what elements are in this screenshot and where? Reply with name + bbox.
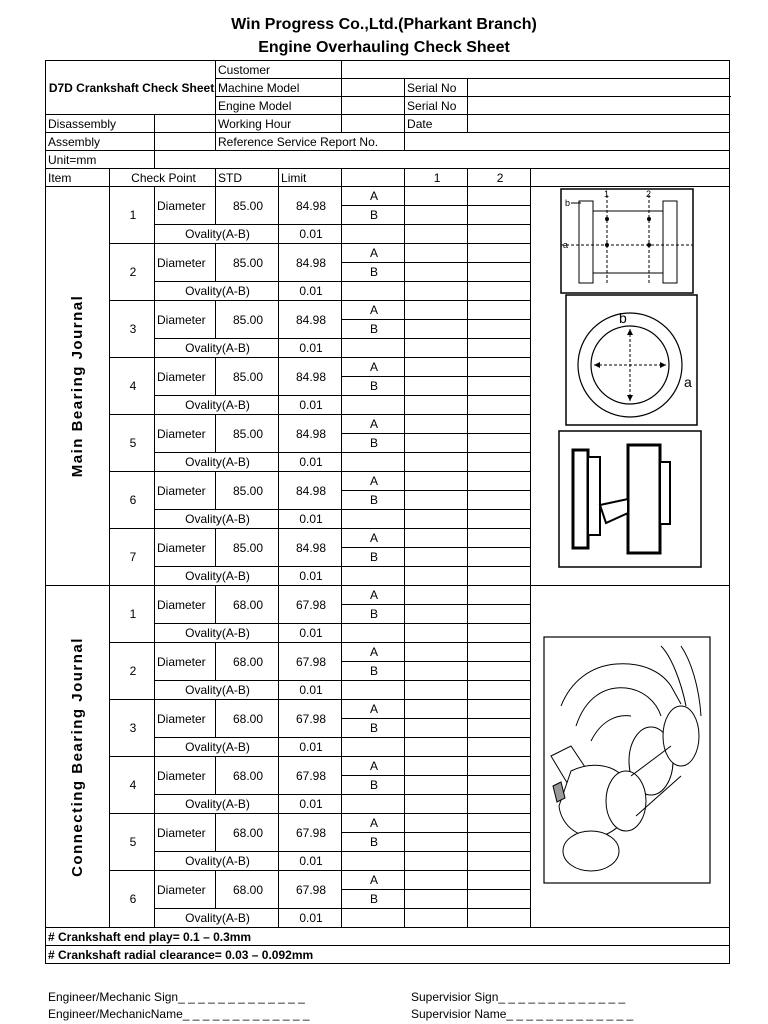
ovality-label: Ovality(A-B): [155, 681, 279, 700]
ovality-2-field[interactable]: [468, 852, 531, 871]
diameter-label: Diameter: [155, 415, 216, 453]
conn-section-title: Connecting Bearing Journal: [68, 636, 86, 877]
ovality-limit-value: 0.01: [279, 567, 342, 586]
main-journal-number: 5: [110, 415, 155, 472]
ovality-blank: [342, 339, 405, 358]
std-value: 68.00: [216, 871, 279, 909]
limit-value: 84.98: [279, 529, 342, 567]
serial-no-field-1[interactable]: [468, 79, 730, 97]
engineer-name: Engineer/MechanicName_ _ _ _ _ _ _ _ _ _ _ _ _: [48, 1007, 310, 1021]
engine-model-label: Engine Model: [216, 97, 342, 115]
point-b-label: B: [342, 377, 405, 396]
measure-1-a-field[interactable]: [405, 358, 468, 377]
main-journal-number: 2: [110, 244, 155, 301]
conn-journal-number: 1: [110, 586, 155, 643]
measure-1-a-field[interactable]: [405, 586, 468, 605]
serial-no-label-2: Serial No: [405, 97, 468, 115]
assembly-label: Assembly: [46, 133, 155, 151]
ovality-limit-value: 0.01: [279, 396, 342, 415]
ovality-label: Ovality(A-B): [155, 396, 279, 415]
ovality-1-field[interactable]: [405, 510, 468, 529]
point-a-label: A: [342, 643, 405, 662]
measure-1-b-field[interactable]: [405, 491, 468, 510]
measure-2-a-field[interactable]: [468, 529, 531, 548]
measure-1-b-field[interactable]: [405, 548, 468, 567]
std-value: 68.00: [216, 586, 279, 624]
measure-1-a-field[interactable]: [405, 301, 468, 320]
ovality-2-field[interactable]: [468, 396, 531, 415]
point-b-label: B: [342, 719, 405, 738]
ovality-blank: [342, 225, 405, 244]
measure-1-b-field[interactable]: [405, 833, 468, 852]
ovality-blank: [342, 909, 405, 928]
col-measure-1: 1: [405, 169, 468, 187]
ovality-limit-value: 0.01: [279, 225, 342, 244]
point-b-label: B: [342, 320, 405, 339]
measure-2-a-field[interactable]: [468, 472, 531, 491]
measure-2-b-field[interactable]: [468, 719, 531, 738]
ovality-blank: [342, 852, 405, 871]
measure-2-b-field[interactable]: [468, 605, 531, 624]
point-b-label: B: [342, 833, 405, 852]
company-title: Win Progress Co.,Ltd.(Pharkant Branch): [231, 16, 537, 33]
main-section-label: [46, 187, 110, 586]
unit-row-blank: [155, 151, 730, 169]
std-value: 68.00: [216, 643, 279, 681]
ovality-limit-value: 0.01: [279, 624, 342, 643]
customer-label: Customer: [216, 61, 342, 79]
measure-2-a-field[interactable]: [468, 643, 531, 662]
std-value: 85.00: [216, 187, 279, 225]
ovality-label: Ovality(A-B): [155, 852, 279, 871]
measure-2-b-field[interactable]: [468, 377, 531, 396]
measure-1-a-field[interactable]: [405, 643, 468, 662]
journal-measurement-diagram: [531, 187, 730, 577]
diameter-label: Diameter: [155, 757, 216, 795]
point-b-label: B: [342, 491, 405, 510]
ovality-1-field[interactable]: [405, 852, 468, 871]
ovality-2-field[interactable]: [468, 909, 531, 928]
point-a-label: A: [342, 757, 405, 776]
std-value: 85.00: [216, 529, 279, 567]
ovality-label: Ovality(A-B): [155, 510, 279, 529]
main-journal-number: 4: [110, 358, 155, 415]
limit-value: 84.98: [279, 187, 342, 225]
measure-2-b-field[interactable]: [468, 434, 531, 453]
point-a-label: A: [342, 814, 405, 833]
ovality-limit-value: 0.01: [279, 282, 342, 301]
ovality-2-field[interactable]: [468, 681, 531, 700]
diameter-label: Diameter: [155, 700, 216, 738]
measure-2-b-field[interactable]: [468, 491, 531, 510]
ovality-limit-value: 0.01: [279, 510, 342, 529]
measure-2-a-field[interactable]: [468, 415, 531, 434]
point-a-label: A: [342, 871, 405, 890]
ovality-label: Ovality(A-B): [155, 282, 279, 301]
measure-2-a-field[interactable]: [468, 586, 531, 605]
ovality-label: Ovality(A-B): [155, 567, 279, 586]
diameter-label: Diameter: [155, 244, 216, 282]
ovality-2-field[interactable]: [468, 624, 531, 643]
measure-1-a-field[interactable]: [405, 187, 468, 206]
measure-2-a-field[interactable]: [468, 700, 531, 719]
col-limit: Limit: [279, 169, 342, 187]
main-section-title: Main Bearing Journal: [68, 294, 86, 478]
col-item: Item: [46, 169, 110, 187]
svg-text:a: a: [684, 374, 692, 390]
col-std: STD: [216, 169, 279, 187]
crankshaft-hand-illustration: [531, 586, 730, 921]
ovality-1-field[interactable]: [405, 681, 468, 700]
ovality-label: Ovality(A-B): [155, 909, 279, 928]
supervisor-name: Supervisior Name_ _ _ _ _ _ _ _ _ _ _ _ _: [411, 1007, 634, 1021]
measure-1-a-field[interactable]: [405, 529, 468, 548]
disassembly-label: Disassembly: [46, 115, 155, 133]
ovality-label: Ovality(A-B): [155, 738, 279, 757]
measure-1-b-field[interactable]: [405, 263, 468, 282]
ovality-blank: [342, 738, 405, 757]
ovality-blank: [342, 681, 405, 700]
point-a-label: A: [342, 187, 405, 206]
ovality-1-field[interactable]: [405, 396, 468, 415]
unit-label: Unit=mm: [46, 151, 155, 169]
main-journal-row: [46, 187, 730, 206]
limit-value: 67.98: [279, 871, 342, 909]
point-a-label: A: [342, 700, 405, 719]
point-a-label: A: [342, 244, 405, 263]
measure-1-b-field[interactable]: [405, 605, 468, 624]
conn-journal-number: 5: [110, 814, 155, 871]
measure-2-a-field[interactable]: [468, 814, 531, 833]
radial-clearance-note: # Crankshaft radial clearance= 0.03 – 0.092mm: [46, 946, 730, 964]
measure-1-b-field[interactable]: [405, 320, 468, 339]
diameter-label: Diameter: [155, 301, 216, 339]
ovality-1-field[interactable]: [405, 282, 468, 301]
point-b-label: B: [342, 263, 405, 282]
measure-2-b-field[interactable]: [468, 833, 531, 852]
std-value: 85.00: [216, 472, 279, 510]
ovality-label: Ovality(A-B): [155, 225, 279, 244]
conn-section-label: [46, 586, 110, 928]
measure-1-b-field[interactable]: [405, 776, 468, 795]
measure-1-b-field[interactable]: [405, 890, 468, 909]
std-value: 85.00: [216, 301, 279, 339]
engine-model-field[interactable]: [342, 97, 405, 115]
measure-2-a-field[interactable]: [468, 187, 531, 206]
point-b-label: B: [342, 662, 405, 681]
conn-journal-number: 2: [110, 643, 155, 700]
customer-field[interactable]: [342, 61, 730, 79]
svg-text:2: 2: [646, 189, 652, 199]
ovality-1-field[interactable]: [405, 453, 468, 472]
ovality-2-field[interactable]: [468, 510, 531, 529]
limit-value: 67.98: [279, 700, 342, 738]
col-measure-2: 2: [468, 169, 531, 187]
sheet-title: Engine Overhauling Check Sheet: [258, 39, 510, 56]
ovality-1-field[interactable]: [405, 567, 468, 586]
diameter-label: Diameter: [155, 358, 216, 396]
working-hour-label: Working Hour: [216, 115, 342, 133]
disassembly-field[interactable]: [155, 115, 216, 133]
ovality-blank: [342, 453, 405, 472]
conn-journal-number: 3: [110, 700, 155, 757]
ovality-blank: [342, 567, 405, 586]
point-b-label: B: [342, 434, 405, 453]
main-journal-number: 1: [110, 187, 155, 244]
measure-1-b-field[interactable]: [405, 719, 468, 738]
point-b-label: B: [342, 548, 405, 567]
diameter-label: Diameter: [155, 871, 216, 909]
ovality-limit-value: 0.01: [279, 738, 342, 757]
ovality-2-field[interactable]: [468, 795, 531, 814]
engineer-sign: Engineer/Mechanic Sign_ _ _ _ _ _ _ _ _ _ _ _ _: [48, 990, 305, 1004]
measure-2-a-field[interactable]: [468, 244, 531, 263]
limit-value: 84.98: [279, 244, 342, 282]
measure-2-b-field[interactable]: [468, 263, 531, 282]
measure-1-b-field[interactable]: [405, 434, 468, 453]
point-b-label: B: [342, 776, 405, 795]
serial-no-label-1: Serial No: [405, 79, 468, 97]
measure-1-b-field[interactable]: [405, 377, 468, 396]
svg-text:a: a: [563, 240, 569, 250]
reference-report-field[interactable]: [405, 133, 730, 151]
diameter-label: Diameter: [155, 643, 216, 681]
measure-1-a-field[interactable]: [405, 814, 468, 833]
ovality-label: Ovality(A-B): [155, 795, 279, 814]
limit-value: 84.98: [279, 472, 342, 510]
col-blank: [342, 169, 405, 187]
ovality-1-field[interactable]: [405, 624, 468, 643]
measure-2-b-field[interactable]: [468, 890, 531, 909]
ovality-2-field[interactable]: [468, 339, 531, 358]
conn-journal-number: 6: [110, 871, 155, 928]
point-a-label: A: [342, 529, 405, 548]
limit-value: 84.98: [279, 415, 342, 453]
ovality-blank: [342, 624, 405, 643]
limit-value: 67.98: [279, 814, 342, 852]
measure-1-a-field[interactable]: [405, 757, 468, 776]
conn-journal-number: 4: [110, 757, 155, 814]
point-a-label: A: [342, 358, 405, 377]
diameter-label: Diameter: [155, 529, 216, 567]
point-b-label: B: [342, 206, 405, 225]
measure-2-b-field[interactable]: [468, 206, 531, 225]
machine-model-field[interactable]: [342, 79, 405, 97]
conn-diagram-cell: [531, 586, 730, 928]
measure-2-b-field[interactable]: [468, 320, 531, 339]
end-play-note: # Crankshaft end play= 0.1 – 0.3mm: [46, 928, 730, 946]
ovality-1-field[interactable]: [405, 738, 468, 757]
diameter-label: Diameter: [155, 187, 216, 225]
point-a-label: A: [342, 415, 405, 434]
main-journal-number: 6: [110, 472, 155, 529]
svg-text:b: b: [619, 310, 627, 326]
point-b-label: B: [342, 890, 405, 909]
main-journal-number: 3: [110, 301, 155, 358]
diameter-label: Diameter: [155, 472, 216, 510]
limit-value: 84.98: [279, 301, 342, 339]
col-check-point: Check Point: [110, 169, 216, 187]
serial-no-field-2[interactable]: [468, 97, 730, 115]
measure-2-b-field[interactable]: [468, 776, 531, 795]
std-value: 68.00: [216, 757, 279, 795]
date-label: Date: [405, 115, 468, 133]
main-journal-number: 7: [110, 529, 155, 586]
sheet-name: D7D Crankshaft Check Sheet: [46, 61, 216, 115]
date-field[interactable]: [468, 115, 730, 133]
check-sheet-table: [45, 60, 730, 964]
limit-value: 84.98: [279, 358, 342, 396]
col-extra: [531, 169, 730, 187]
std-value: 68.00: [216, 700, 279, 738]
measure-2-b-field[interactable]: [468, 662, 531, 681]
ovality-limit-value: 0.01: [279, 795, 342, 814]
limit-value: 67.98: [279, 643, 342, 681]
ovality-limit-value: 0.01: [279, 852, 342, 871]
point-a-label: A: [342, 586, 405, 605]
ovality-blank: [342, 282, 405, 301]
ovality-2-field[interactable]: [468, 453, 531, 472]
supervisor-sign: Supervisior Sign_ _ _ _ _ _ _ _ _ _ _ _ _: [411, 990, 626, 1004]
ovality-blank: [342, 510, 405, 529]
measure-1-a-field[interactable]: [405, 472, 468, 491]
measure-1-a-field[interactable]: [405, 244, 468, 263]
ovality-limit-value: 0.01: [279, 339, 342, 358]
ovality-label: Ovality(A-B): [155, 624, 279, 643]
std-value: 85.00: [216, 358, 279, 396]
ovality-1-field[interactable]: [405, 909, 468, 928]
main-diagram-cell: [531, 187, 730, 586]
ovality-label: Ovality(A-B): [155, 453, 279, 472]
reference-report-label: Reference Service Report No.: [216, 133, 405, 151]
ovality-limit-value: 0.01: [279, 909, 342, 928]
measure-2-a-field[interactable]: [468, 358, 531, 377]
measure-2-a-field[interactable]: [468, 871, 531, 890]
diameter-label: Diameter: [155, 814, 216, 852]
conn-journal-row: [46, 586, 730, 605]
ovality-2-field[interactable]: [468, 738, 531, 757]
ovality-blank: [342, 396, 405, 415]
ovality-limit-value: 0.01: [279, 681, 342, 700]
assembly-field[interactable]: [155, 133, 216, 151]
limit-value: 67.98: [279, 586, 342, 624]
ovality-2-field[interactable]: [468, 282, 531, 301]
std-value: 85.00: [216, 244, 279, 282]
measure-2-a-field[interactable]: [468, 301, 531, 320]
point-a-label: A: [342, 472, 405, 491]
svg-text:1: 1: [604, 189, 610, 199]
working-hour-field[interactable]: [342, 115, 405, 133]
machine-model-label: Machine Model: [216, 79, 342, 97]
std-value: 68.00: [216, 814, 279, 852]
ovality-label: Ovality(A-B): [155, 339, 279, 358]
ovality-1-field[interactable]: [405, 795, 468, 814]
measure-1-b-field[interactable]: [405, 662, 468, 681]
ovality-limit-value: 0.01: [279, 453, 342, 472]
ovality-1-field[interactable]: [405, 225, 468, 244]
diameter-label: Diameter: [155, 586, 216, 624]
point-b-label: B: [342, 605, 405, 624]
measure-1-a-field[interactable]: [405, 700, 468, 719]
measure-2-b-field[interactable]: [468, 548, 531, 567]
ovality-2-field[interactable]: [468, 567, 531, 586]
ovality-1-field[interactable]: [405, 339, 468, 358]
measure-2-a-field[interactable]: [468, 757, 531, 776]
measure-1-b-field[interactable]: [405, 206, 468, 225]
ovality-blank: [342, 795, 405, 814]
point-a-label: A: [342, 301, 405, 320]
svg-text:b: b: [565, 198, 571, 208]
measure-1-a-field[interactable]: [405, 415, 468, 434]
limit-value: 67.98: [279, 757, 342, 795]
measure-1-a-field[interactable]: [405, 871, 468, 890]
ovality-2-field[interactable]: [468, 225, 531, 244]
std-value: 85.00: [216, 415, 279, 453]
